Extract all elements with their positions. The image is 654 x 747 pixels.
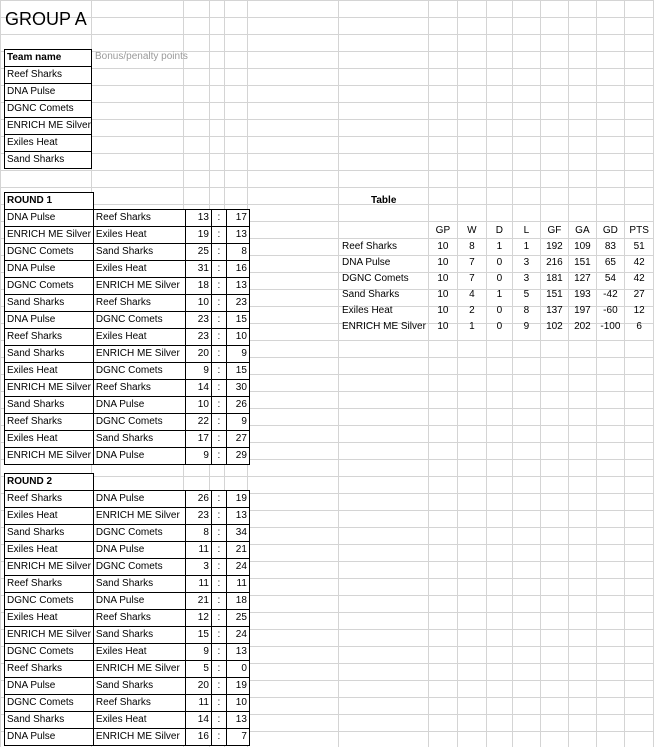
home-score-cell[interactable]: 11 [185, 695, 211, 712]
match-row [5, 508, 250, 525]
stat-cell-l[interactable]: 3 [512, 255, 540, 271]
score-separator-cell[interactable]: : [211, 448, 226, 465]
match-row [5, 397, 250, 414]
away-score-cell[interactable]: 24 [226, 559, 249, 576]
match-row [5, 627, 250, 644]
home-team-cell[interactable]: Sand Sharks [5, 525, 94, 542]
score-separator-cell[interactable]: : [211, 261, 226, 278]
home-team-cell[interactable]: Sand Sharks [5, 712, 94, 729]
home-score-cell[interactable]: 9 [185, 644, 211, 661]
stat-cell-ga[interactable]: 202 [568, 319, 596, 335]
away-score-cell[interactable]: 9 [226, 414, 249, 431]
stat-cell-gf[interactable]: 216 [540, 255, 568, 271]
score-separator-cell[interactable]: : [211, 661, 226, 678]
stat-cell-pts[interactable]: 51 [624, 239, 653, 255]
away-score-cell[interactable]: 13 [226, 712, 249, 729]
stat-cell-w[interactable]: 8 [457, 239, 486, 255]
score-separator-cell[interactable]: : [211, 712, 226, 729]
team-cell[interactable]: Sand Sharks [5, 152, 92, 169]
home-team-cell[interactable]: DGNC Comets [5, 695, 94, 712]
match-row [5, 329, 250, 346]
score-separator-cell[interactable]: : [211, 244, 226, 261]
team-cell[interactable]: ENRICH ME Silver [5, 118, 92, 135]
match-row [5, 593, 250, 610]
empty-cell[interactable] [93, 474, 185, 491]
empty-cell[interactable] [211, 193, 226, 210]
standings-header-row [340, 223, 653, 239]
standings-team-cell[interactable]: Reef Sharks [342, 241, 398, 252]
match-row [5, 610, 250, 627]
stat-cell-d[interactable]: 0 [486, 303, 512, 319]
round1-label[interactable]: ROUND 1 [5, 193, 94, 210]
away-score-cell[interactable]: 10 [226, 695, 249, 712]
stat-cell-d[interactable]: 0 [486, 319, 512, 335]
match-row [5, 414, 250, 431]
home-team-cell[interactable]: Sand Sharks [5, 295, 94, 312]
stat-cell-gp[interactable]: 10 [428, 239, 457, 255]
standings-team-cell[interactable]: Exiles Heat [342, 305, 393, 316]
away-score-cell[interactable]: 13 [226, 508, 249, 525]
stat-cell-ga[interactable]: 151 [568, 255, 596, 271]
column-header-d[interactable]: D [486, 223, 512, 239]
away-score-cell[interactable]: 16 [226, 261, 249, 278]
stat-cell-gd[interactable]: -60 [596, 303, 624, 319]
standings-team-cell[interactable]: Sand Sharks [342, 289, 400, 300]
score-separator-cell[interactable]: : [211, 210, 226, 227]
away-team-cell[interactable]: DGNC Comets [93, 559, 185, 576]
match-row [5, 729, 250, 746]
home-score-cell[interactable]: 23 [185, 508, 211, 525]
home-team-cell[interactable]: Reef Sharks [5, 576, 94, 593]
home-team-cell[interactable]: Sand Sharks [5, 346, 94, 363]
home-team-cell[interactable]: DNA Pulse [5, 312, 94, 329]
home-team-cell[interactable]: Reef Sharks [5, 414, 94, 431]
column-header-gf[interactable]: GF [540, 223, 568, 239]
score-separator-cell[interactable]: : [211, 627, 226, 644]
match-row [5, 559, 250, 576]
score-separator-cell[interactable]: : [211, 278, 226, 295]
standings-row [340, 287, 653, 303]
stat-cell-gf[interactable]: 137 [540, 303, 568, 319]
home-score-cell[interactable]: 12 [185, 610, 211, 627]
home-team-cell[interactable]: Exiles Heat [5, 431, 94, 448]
score-separator-cell[interactable]: : [211, 593, 226, 610]
team-cell[interactable]: Exiles Heat [5, 135, 92, 152]
score-separator-cell[interactable]: : [211, 542, 226, 559]
home-score-cell[interactable]: 14 [185, 380, 211, 397]
column-header-l[interactable]: L [512, 223, 540, 239]
home-score-cell[interactable]: 9 [185, 448, 211, 465]
standings-team-cell[interactable]: ENRICH ME Silver [342, 321, 426, 332]
away-team-cell[interactable]: DNA Pulse [93, 593, 185, 610]
home-team-cell[interactable]: ENRICH ME Silver [5, 559, 94, 576]
away-team-cell[interactable]: Sand Sharks [93, 627, 185, 644]
away-team-cell[interactable]: Reef Sharks [93, 695, 185, 712]
home-score-cell[interactable]: 10 [185, 295, 211, 312]
standings-title[interactable]: Table [371, 195, 397, 206]
score-separator-cell[interactable]: : [211, 610, 226, 627]
team-row [5, 118, 92, 135]
team-row [5, 135, 92, 152]
round2-table [4, 473, 250, 746]
away-team-cell[interactable]: ENRICH ME Silver [93, 661, 185, 678]
stat-cell-gf[interactable]: 181 [540, 271, 568, 287]
away-score-cell[interactable]: 24 [226, 627, 249, 644]
match-row [5, 210, 250, 227]
stat-cell-ga[interactable]: 193 [568, 287, 596, 303]
home-score-cell[interactable]: 23 [185, 329, 211, 346]
away-team-cell[interactable]: DNA Pulse [93, 542, 185, 559]
empty-cell[interactable] [340, 223, 428, 239]
away-score-cell[interactable]: 18 [226, 593, 249, 610]
away-score-cell[interactable]: 27 [226, 431, 249, 448]
team-row [5, 67, 92, 84]
score-separator-cell[interactable]: : [211, 380, 226, 397]
match-row [5, 576, 250, 593]
home-score-cell[interactable]: 16 [185, 729, 211, 746]
empty-cell[interactable] [226, 193, 249, 210]
match-row [5, 312, 250, 329]
away-score-cell[interactable]: 21 [226, 542, 249, 559]
away-score-cell[interactable]: 29 [226, 448, 249, 465]
home-score-cell[interactable]: 11 [185, 542, 211, 559]
round2-label[interactable]: ROUND 2 [5, 474, 94, 491]
standings-table [340, 223, 653, 335]
stat-cell-w[interactable]: 4 [457, 287, 486, 303]
stat-cell-pts[interactable]: 27 [624, 287, 653, 303]
home-score-cell[interactable]: 13 [185, 210, 211, 227]
stat-cell-gp[interactable]: 10 [428, 319, 457, 335]
match-row [5, 431, 250, 448]
away-team-cell[interactable]: ENRICH ME Silver [93, 729, 185, 746]
column-header-gd[interactable]: GD [596, 223, 624, 239]
away-score-cell[interactable]: 19 [226, 491, 249, 508]
home-team-cell[interactable]: DGNC Comets [5, 593, 94, 610]
home-score-cell[interactable]: 9 [185, 363, 211, 380]
away-score-cell[interactable]: 17 [226, 210, 249, 227]
home-team-cell[interactable]: Exiles Heat [5, 542, 94, 559]
away-team-cell[interactable]: ENRICH ME Silver [93, 346, 185, 363]
round1-table [4, 192, 250, 465]
match-row [5, 380, 250, 397]
column-header-w[interactable]: W [457, 223, 486, 239]
match-row [5, 295, 250, 312]
home-team-cell[interactable]: Sand Sharks [5, 397, 94, 414]
away-score-cell[interactable]: 9 [226, 346, 249, 363]
stat-cell-l[interactable]: 3 [512, 271, 540, 287]
away-score-cell[interactable]: 0 [226, 661, 249, 678]
standings-team-cell[interactable]: DNA Pulse [342, 257, 391, 268]
stat-cell-gp[interactable]: 10 [428, 303, 457, 319]
home-team-cell[interactable]: ENRICH ME Silver [5, 380, 94, 397]
score-separator-cell[interactable]: : [211, 508, 226, 525]
home-score-cell[interactable]: 21 [185, 593, 211, 610]
column-header-ga[interactable]: GA [568, 223, 596, 239]
away-team-cell[interactable]: Sand Sharks [93, 576, 185, 593]
away-team-cell[interactable]: DGNC Comets [93, 312, 185, 329]
team-name-header[interactable]: Team name [5, 50, 92, 67]
stat-cell-l[interactable]: 1 [512, 239, 540, 255]
home-score-cell[interactable]: 20 [185, 678, 211, 695]
match-row [5, 363, 250, 380]
score-separator-cell[interactable]: : [211, 312, 226, 329]
away-team-cell[interactable]: DGNC Comets [93, 525, 185, 542]
stat-cell-w[interactable]: 7 [457, 255, 486, 271]
home-score-cell[interactable]: 3 [185, 559, 211, 576]
away-team-cell[interactable]: ENRICH ME Silver [93, 278, 185, 295]
stat-cell-gd[interactable]: -100 [596, 319, 624, 335]
empty-cell[interactable] [211, 474, 226, 491]
home-team-cell[interactable]: DNA Pulse [5, 261, 94, 278]
home-score-cell[interactable]: 23 [185, 312, 211, 329]
away-team-cell[interactable]: Exiles Heat [93, 644, 185, 661]
away-team-cell[interactable]: Sand Sharks [93, 678, 185, 695]
column-header-pts[interactable]: PTS [624, 223, 653, 239]
standings-row [340, 239, 653, 255]
stat-cell-gp[interactable]: 10 [428, 255, 457, 271]
away-score-cell[interactable]: 25 [226, 610, 249, 627]
team-cell[interactable]: Reef Sharks [5, 67, 92, 84]
match-row [5, 661, 250, 678]
away-team-cell[interactable]: Reef Sharks [93, 210, 185, 227]
away-team-cell[interactable]: ENRICH ME Silver [93, 508, 185, 525]
home-team-cell[interactable]: Exiles Heat [5, 363, 94, 380]
match-row [5, 346, 250, 363]
stat-cell-w[interactable]: 1 [457, 319, 486, 335]
away-team-cell[interactable]: Exiles Heat [93, 329, 185, 346]
group-title: GROUP A [5, 9, 87, 29]
stat-cell-ga[interactable]: 197 [568, 303, 596, 319]
home-score-cell[interactable]: 10 [185, 397, 211, 414]
home-team-cell[interactable]: DNA Pulse [5, 210, 94, 227]
score-separator-cell[interactable]: : [211, 431, 226, 448]
home-team-cell[interactable]: DGNC Comets [5, 244, 94, 261]
home-score-cell[interactable]: 31 [185, 261, 211, 278]
stat-cell-l[interactable]: 5 [512, 287, 540, 303]
empty-cell[interactable] [93, 193, 185, 210]
stat-cell-gd[interactable]: 65 [596, 255, 624, 271]
away-team-cell[interactable]: DNA Pulse [93, 448, 185, 465]
team-cell[interactable]: DNA Pulse [5, 84, 92, 101]
match-row [5, 278, 250, 295]
standings-row [340, 303, 653, 319]
away-score-cell[interactable]: 13 [226, 644, 249, 661]
home-score-cell[interactable]: 20 [185, 346, 211, 363]
home-score-cell[interactable]: 22 [185, 414, 211, 431]
round2-header-row [5, 474, 250, 491]
stat-cell-gf[interactable]: 151 [540, 287, 568, 303]
score-separator-cell[interactable]: : [211, 576, 226, 593]
bonus-points-header[interactable]: Bonus/penalty points [95, 51, 188, 62]
stat-cell-pts[interactable]: 42 [624, 255, 653, 271]
score-separator-cell[interactable]: : [211, 559, 226, 576]
stat-cell-w[interactable]: 7 [457, 271, 486, 287]
stat-cell-gf[interactable]: 102 [540, 319, 568, 335]
away-score-cell[interactable]: 13 [226, 227, 249, 244]
score-separator-cell[interactable]: : [211, 678, 226, 695]
away-score-cell[interactable]: 13 [226, 278, 249, 295]
away-score-cell[interactable]: 34 [226, 525, 249, 542]
away-team-cell[interactable]: DGNC Comets [93, 414, 185, 431]
away-score-cell[interactable]: 26 [226, 397, 249, 414]
home-team-cell[interactable]: ENRICH ME Silver [5, 448, 94, 465]
teams-table [4, 49, 92, 169]
match-row [5, 448, 250, 465]
stat-cell-pts[interactable]: 12 [624, 303, 653, 319]
away-score-cell[interactable]: 7 [226, 729, 249, 746]
home-team-cell[interactable]: Reef Sharks [5, 329, 94, 346]
match-row [5, 244, 250, 261]
score-separator-cell[interactable]: : [211, 397, 226, 414]
home-score-cell[interactable]: 5 [185, 661, 211, 678]
away-team-cell[interactable]: DNA Pulse [93, 397, 185, 414]
away-score-cell[interactable]: 10 [226, 329, 249, 346]
match-row [5, 491, 250, 508]
home-score-cell[interactable]: 19 [185, 227, 211, 244]
match-row [5, 261, 250, 278]
stat-cell-pts[interactable]: 6 [624, 319, 653, 335]
match-row [5, 678, 250, 695]
score-separator-cell[interactable]: : [211, 346, 226, 363]
home-team-cell[interactable]: ENRICH ME Silver [5, 627, 94, 644]
stat-cell-gp[interactable]: 10 [428, 271, 457, 287]
home-team-cell[interactable]: Exiles Heat [5, 610, 94, 627]
stat-cell-w[interactable]: 2 [457, 303, 486, 319]
match-row [5, 542, 250, 559]
column-header-gp[interactable]: GP [428, 223, 457, 239]
team-cell[interactable]: DGNC Comets [5, 101, 92, 118]
away-score-cell[interactable]: 11 [226, 576, 249, 593]
away-score-cell[interactable]: 30 [226, 380, 249, 397]
home-score-cell[interactable]: 8 [185, 525, 211, 542]
match-row [5, 712, 250, 729]
standings-row [340, 271, 653, 287]
stat-cell-pts[interactable]: 42 [624, 271, 653, 287]
match-row [5, 525, 250, 542]
away-score-cell[interactable]: 19 [226, 678, 249, 695]
away-team-cell[interactable]: Exiles Heat [93, 261, 185, 278]
score-separator-cell[interactable]: : [211, 491, 226, 508]
away-score-cell[interactable]: 15 [226, 363, 249, 380]
standings-row [340, 255, 653, 271]
home-score-cell[interactable]: 15 [185, 627, 211, 644]
stat-cell-gd[interactable]: -42 [596, 287, 624, 303]
match-row [5, 644, 250, 661]
away-score-cell[interactable]: 8 [226, 244, 249, 261]
stat-cell-l[interactable]: 9 [512, 319, 540, 335]
home-team-cell[interactable]: ENRICH ME Silver [5, 227, 94, 244]
home-team-cell[interactable]: DGNC Comets [5, 278, 94, 295]
away-team-cell[interactable]: Reef Sharks [93, 610, 185, 627]
home-team-cell[interactable]: DNA Pulse [5, 729, 94, 746]
round1-header-row [5, 193, 250, 210]
home-score-cell[interactable]: 26 [185, 491, 211, 508]
home-team-cell[interactable]: Reef Sharks [5, 661, 94, 678]
match-row [5, 227, 250, 244]
team-row [5, 152, 92, 169]
empty-cell[interactable] [226, 474, 249, 491]
away-score-cell[interactable]: 15 [226, 312, 249, 329]
stat-cell-gd[interactable]: 54 [596, 271, 624, 287]
score-separator-cell[interactable]: : [211, 525, 226, 542]
team-row [5, 84, 92, 101]
home-score-cell[interactable]: 25 [185, 244, 211, 261]
score-separator-cell[interactable]: : [211, 644, 226, 661]
stat-cell-ga[interactable]: 127 [568, 271, 596, 287]
score-separator-cell[interactable]: : [211, 329, 226, 346]
score-separator-cell[interactable]: : [211, 295, 226, 312]
away-team-cell[interactable]: Sand Sharks [93, 431, 185, 448]
away-score-cell[interactable]: 23 [226, 295, 249, 312]
stat-cell-ga[interactable]: 109 [568, 239, 596, 255]
stat-cell-l[interactable]: 8 [512, 303, 540, 319]
stat-cell-d[interactable]: 0 [486, 271, 512, 287]
empty-cell[interactable] [185, 193, 211, 210]
home-score-cell[interactable]: 11 [185, 576, 211, 593]
home-score-cell[interactable]: 14 [185, 712, 211, 729]
away-team-cell[interactable]: DGNC Comets [93, 363, 185, 380]
stat-cell-gp[interactable]: 10 [428, 287, 457, 303]
stat-cell-gf[interactable]: 192 [540, 239, 568, 255]
stat-cell-d[interactable]: 0 [486, 255, 512, 271]
match-row [5, 695, 250, 712]
score-separator-cell[interactable]: : [211, 363, 226, 380]
standings-team-cell[interactable]: DGNC Comets [342, 273, 409, 284]
away-team-cell[interactable]: Reef Sharks [93, 295, 185, 312]
score-separator-cell[interactable]: : [211, 695, 226, 712]
away-team-cell[interactable]: Reef Sharks [93, 380, 185, 397]
stat-cell-d[interactable]: 1 [486, 239, 512, 255]
home-team-cell[interactable]: DNA Pulse [5, 678, 94, 695]
stat-cell-d[interactable]: 1 [486, 287, 512, 303]
home-team-cell[interactable]: DGNC Comets [5, 644, 94, 661]
stat-cell-gd[interactable]: 83 [596, 239, 624, 255]
away-team-cell[interactable]: Exiles Heat [93, 712, 185, 729]
teams-header-row [5, 50, 92, 67]
score-separator-cell[interactable]: : [211, 729, 226, 746]
away-team-cell[interactable]: DNA Pulse [93, 491, 185, 508]
empty-cell[interactable] [185, 474, 211, 491]
away-team-cell[interactable]: Sand Sharks [93, 244, 185, 261]
home-score-cell[interactable]: 17 [185, 431, 211, 448]
home-team-cell[interactable]: Reef Sharks [5, 491, 94, 508]
score-separator-cell[interactable]: : [211, 227, 226, 244]
home-score-cell[interactable]: 18 [185, 278, 211, 295]
team-row [5, 101, 92, 118]
home-team-cell[interactable]: Exiles Heat [5, 508, 94, 525]
score-separator-cell[interactable]: : [211, 414, 226, 431]
standings-row [340, 319, 653, 335]
away-team-cell[interactable]: Exiles Heat [93, 227, 185, 244]
